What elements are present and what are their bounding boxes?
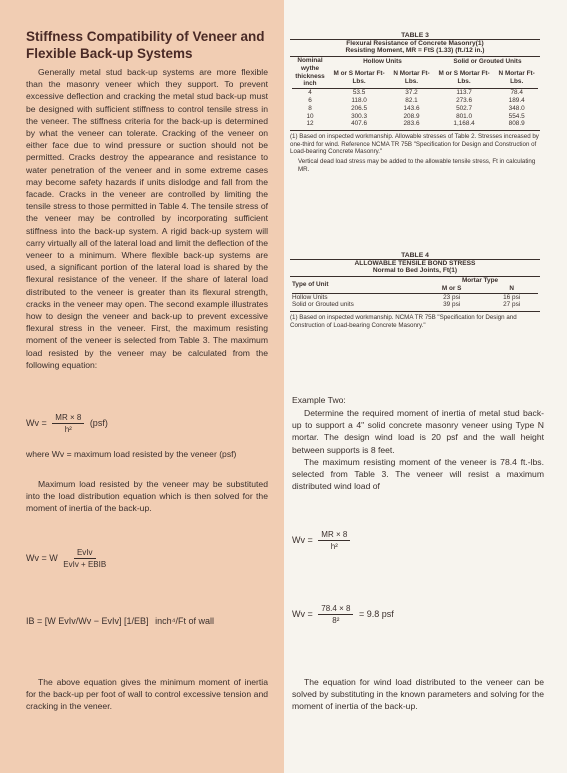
right-equation-2 [292,604,394,625]
table-cell: 6 [308,96,312,104]
table-cell: 143.6 [403,104,420,112]
table-cell: 37.2 [405,89,418,97]
table-cell: Hollow Units [292,293,328,301]
eq2-fraction [63,548,106,569]
table-cell: 39 psi [443,301,461,309]
table3-solid-n: N Mortar Ft-Lbs. [498,69,535,85]
table4-note: (1) Based on inspected workmanship. NCMA TR 75B "Specification for Design and Construction of Load-bearing Concrete Masonry." [290,314,517,329]
table-row [290,97,540,105]
eq1-unit: (psf) [89,417,108,428]
table4-grid [290,277,540,309]
table-cell: 801.0 [456,112,473,120]
table-cell: 208.9 [403,112,420,120]
right-equation-1 [292,530,353,551]
table-cell: 27 psi [503,301,521,309]
right-eq1-numerator: MR × 8 [318,530,350,541]
table4-title: ALLOWABLE TENSILE BOND STRESS [354,260,476,267]
left-paragraph-1: Generally metal stud back-up systems are more flexible than the masonry veneer which they support. To prevent excessive deflection and cracking the metal stud back-up must be designed with sufficient stiffness to control tensile stress in the veneer. The stiffness criteria for the back-up is determined by what the veneer can tolerate. Cracking of the veneer on either face due to wind pressure or suction should not be permitted. Cracks destroy the appearance and resistance to water penetration of the veneer and in some extreme cases may become safety hazards if units dislodge and fall from the facade. Cracks in the veneer are controlled by limiting the tensile stress to those permitted in Table 4. The tensile stress of the veneer may be controlled by incorporating sufficient stiffness into the back-up system. A rigid back-up system will carry virtually all of the lateral load and limit the deflection of the veneer to a minimum. Where flexible back-up systems are used, a significant portion of the lateral load is shared by the flexural resistance of the veneer. If the share of lateral load distributed to the veneer is greater than its flexural strength, cracks in the veneer may open. The second example illustrates how to design the veneer and back-up to prevent excessive flexural stress in the veneer. First, the maximum resisting moment of the veneer is selected from Table 3. The maximum load resisted by the veneer may be calculated from the following equation: [26,67,268,370]
table-cell: 273.6 [456,96,473,104]
right-eq1-lhs: Wv = [292,534,313,545]
table-cell: 189.4 [508,96,525,104]
table-cell: 12 [306,120,314,128]
table-row [290,105,540,113]
table-row [290,89,540,97]
table-cell: 808.9 [508,120,525,128]
table-3 [290,32,540,173]
table4-label: TABLE 4 [401,252,429,259]
right-eq1-fraction [318,530,350,551]
table-cell: 300.3 [351,112,368,120]
section-heading: Stiffness Compatibility of Veneer and Flexible Back-up Systems [26,29,265,61]
eq3-lhs: IB = [26,616,43,626]
table3-group-solid: Solid or Grouted Units [453,58,522,66]
left-equation-1 [26,413,108,434]
right-eq2-fraction [318,604,353,625]
table3-hollow-ms: M or S Mortar Ft-Lbs. [333,69,385,85]
eq2-lhs: Wv = W [26,552,58,563]
table3-subtitle: Resisting Moment, MR = FtS (1.33) (ft./12 in.) [345,47,485,54]
table3-label: TABLE 3 [401,32,429,39]
table3-col-thickness: Nominal wythe thickness inch [295,57,325,88]
table3-hollow-n: N Mortar Ft-Lbs. [393,69,430,85]
table3-grid [290,57,540,128]
eq1-numerator: MR × 8 [52,413,84,424]
table-cell: 554.5 [508,112,525,120]
table3-title: Flexural Resistance of Concrete Masonry(1) [346,40,484,47]
table3-solid-ms: M or S Mortar Ft-Lbs. [438,69,490,85]
left-paragraph-2: Maximum load resisted by the veneer may be substituted into the load distribution equation which is then solved for the moment of inertia of the back-up. [26,479,268,514]
table-cell: 113.7 [456,89,472,97]
right-eq2-denominator: 8² [332,616,340,625]
table4-col-n: N [509,284,514,292]
table-row [290,294,540,302]
right-paragraph-3: The equation for wind load distributed to the veneer can be solved by substituting in the known parameters and solving for the moment of inertia of the back-up. [292,677,544,712]
eq1-denominator: h² [64,425,72,434]
table-cell: 8 [308,104,312,112]
table3-group-hollow: Hollow Units [363,58,402,66]
table4-col-type: Type of Unit [292,280,329,288]
table4-subtitle: Normal to Bed Joints, Ft(1) [372,267,458,274]
table4-col-ms: M or S [441,284,462,292]
table-cell: 118.0 [351,96,367,104]
table-cell: 502.7 [456,104,473,112]
right-paragraph-1: Determine the required moment of inertia of metal stud back-up to support a 4" solid concrete masonry veneer using Type N mortar. The design wind load is 20 psf and the wall height between supports is 8 feet. [292,408,544,455]
table-cell: 82.1 [405,96,418,104]
right-eq1-denominator: h² [330,542,338,551]
eq1-lhs: Wv = [26,417,47,428]
where-definition: where Wv = maximum load resisted by the veneer (psf) [26,449,237,459]
table3-note-2: Vertical dead load stress may be added to the allowable tensile stress, Ft in calculating MR. [298,157,536,173]
left-equation-2 [26,548,109,569]
eq3-unit: inch⁴/Ft of wall [155,616,214,626]
table-cell: 1,168.4 [453,120,475,128]
left-paragraph-3: The above equation gives the minimum moment of inertia for the back-up per foot of wall to control excessive tension and cracking in the veneer. [26,677,268,712]
table-row [290,113,540,121]
right-eq2-lhs: Wv = [292,608,313,619]
table-cell: 4 [308,89,312,97]
table-cell: Solid or Grouted units [292,301,354,309]
table-cell: 10 [306,112,314,120]
table-cell: 16 psi [503,293,521,301]
eq1-fraction [52,413,84,434]
eq2-numerator: EvIv [74,548,96,559]
table-4 [290,252,540,329]
table-cell: 348.0 [508,104,525,112]
table-cell: 206.5 [351,104,368,112]
table-cell: 78.4 [510,89,523,97]
table4-group-mortar: Mortar Type [461,277,499,284]
table-cell: 53.5 [352,89,366,97]
right-eq2-numerator: 78.4 × 8 [318,604,353,615]
right-eq2-result: = 9.8 psf [358,608,394,619]
left-equation-3 [26,616,214,626]
table-cell: 407.6 [351,120,368,128]
right-paragraph-2: The maximum resisting moment of the veneer is 78.4 ft.-lbs. selected from Table 3. The veneer will resist a maximum distributed wind load of [292,457,544,492]
table-row [290,120,540,128]
table3-note-1: (1) Based on inspected workmanship. Allowable stresses of Table 2. Stresses increased by one-third for wind. Reference NCMA TR 75B "Specification for Design and Construction of Load-bearing Concrete Masonry." [290,133,539,156]
eq2-denominator: EvIv + EBIB [63,560,107,569]
eq3-body: [W EvIv/Wv − EvIv] [1/EB] [44,616,149,626]
example-title: Example Two: [292,395,346,405]
table-cell: 23 psi [443,293,461,301]
table-row [290,301,540,309]
table-cell: 283.6 [403,120,420,128]
